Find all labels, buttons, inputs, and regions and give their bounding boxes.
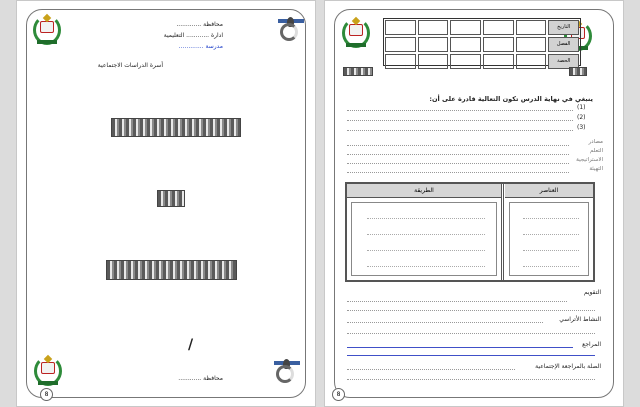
elements-cell	[509, 202, 589, 276]
grade-calligraphy-banner	[106, 260, 237, 280]
objective-line	[347, 130, 573, 131]
resources-label: مصادر	[588, 139, 603, 145]
references-rule	[347, 355, 595, 356]
objective-marker: (2)	[577, 114, 586, 121]
objective-line	[347, 120, 573, 121]
title-calligraphy-banner	[111, 118, 241, 137]
footer-governorate-line: محافظة ............	[178, 375, 223, 382]
evaluation-line	[347, 310, 595, 311]
warmup-line	[347, 172, 569, 173]
subject-calligraphy-banner	[157, 190, 185, 207]
learning-label: التعلم	[590, 148, 603, 154]
school-logo-icon	[278, 17, 304, 45]
objective-line	[347, 110, 573, 111]
strategy-line	[347, 163, 569, 164]
warmup-label: التهيئة	[589, 166, 603, 172]
school-line: مدرسة .............	[178, 43, 223, 50]
school-logo-icon	[274, 359, 300, 387]
elements-header: العناصر	[505, 184, 593, 198]
lesson-plan-table	[345, 182, 595, 282]
left-page	[16, 0, 316, 407]
references-label: المراجع	[582, 341, 601, 348]
objectives-heading: ينبغي في نهاية الدرس تكون التعالية قادرة على أن:	[429, 95, 593, 103]
ministry-emblem-icon	[34, 356, 62, 386]
column-divider	[501, 184, 504, 280]
homework-line	[347, 322, 543, 323]
governorate-line: محافظة .............	[176, 21, 223, 28]
evaluation-line	[347, 301, 567, 302]
lesson-info-grid	[383, 18, 581, 66]
lesson-title-banner	[343, 67, 373, 76]
learning-line	[347, 154, 569, 155]
page-number: 8	[332, 388, 345, 401]
evaluation-label: التقويم	[583, 289, 601, 296]
homework-line	[347, 333, 595, 334]
objective-marker: (3)	[577, 124, 586, 131]
references-rule	[347, 347, 573, 348]
slash-mark: /	[188, 337, 194, 353]
method-cell	[351, 202, 497, 276]
resources-line	[347, 145, 569, 146]
social-review-label: الصلة بالمراجعة الإجتماعية	[535, 363, 601, 370]
method-header: الطريقة	[347, 184, 501, 198]
homework-label: النشاط الأتراسي	[559, 316, 601, 323]
ministry-emblem-icon	[342, 18, 370, 48]
right-page	[324, 0, 624, 407]
administration-line: ادارة ............ التعليمية	[163, 32, 223, 39]
date-label: التاريخ	[548, 20, 579, 35]
unit-title-banner	[569, 67, 587, 76]
ministry-emblem-icon	[33, 15, 61, 45]
objective-marker: (1)	[577, 104, 586, 111]
social-review-line	[347, 379, 595, 380]
class-label: الفصل	[548, 37, 579, 52]
page-number: 8	[40, 388, 53, 401]
period-label: الحصة	[548, 54, 579, 69]
social-review-line	[347, 369, 515, 370]
strategy-label: الاستراتيجية	[576, 157, 603, 163]
department-label: أسرة الدراسات الاجتماعية	[97, 62, 163, 69]
